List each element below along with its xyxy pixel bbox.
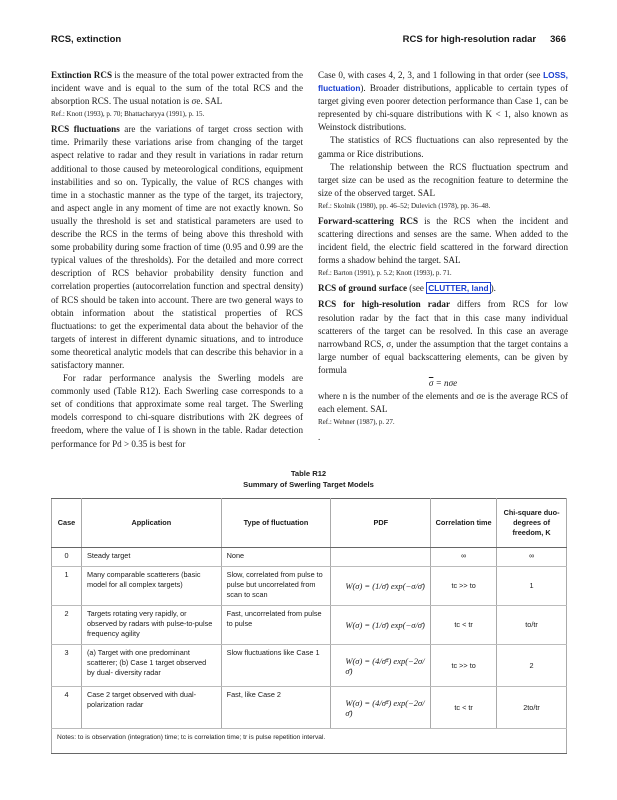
- forward-scattering-ref: Ref.: Barton (1991), p. 5.2; Knott (1993), p. 71.: [318, 269, 452, 278]
- table-row: [52, 567, 567, 606]
- cell-k: 1: [497, 567, 567, 606]
- formula-rhs: = nσe: [433, 377, 458, 388]
- header-correlation-time: Correlation time: [431, 499, 497, 548]
- cell-application: Steady target: [81, 548, 221, 567]
- table-notes-row: [52, 729, 567, 754]
- page-number: 366: [550, 34, 566, 45]
- cell-fluctuation: Slow fluctuations like Case 1: [221, 645, 331, 687]
- cell-pdf: W(σ) = (1/σ̄) exp(−σ/σ̄): [331, 606, 431, 645]
- cell-case: 2: [52, 606, 82, 645]
- loss-fluctuation-link[interactable]: LOSS, fluctuation: [318, 70, 568, 94]
- gamma-rice-paragraph: The statistics of RCS fluctuations can also represented by the gamma or Rice distributions.: [318, 135, 568, 159]
- cell-pdf: W(σ) = (4/σ̄²) exp(−2σ/σ̄): [331, 645, 431, 687]
- cell-fluctuation: Fast, uncorrelated from pulse to pulse: [221, 606, 331, 645]
- cell-case: 4: [52, 687, 82, 729]
- table-number: Table R12: [290, 469, 327, 478]
- high-resolution-text: differs from RCS for low resolution radar by the fact that in this case many individual scatterers of the target can be resolved. In this case an average narrowband RCS, σ, under the assumption that the target contains a large number of equal backscattering elements, can be given by formula: [318, 299, 569, 375]
- cell-application: (a) Target with one predominant scatterer; (b) Case 1 target observed by dual- diversity radar: [81, 645, 221, 687]
- cell-case: 0: [52, 548, 82, 567]
- cell-fluctuation: Slow, correlated from pulse to pulse but uncorrelated from scan to scan: [221, 567, 331, 606]
- cell-correlation: tc >> to: [431, 567, 497, 606]
- average-rcs-formula: [318, 377, 568, 390]
- extinction-rcs-paragraph: [51, 69, 303, 108]
- header-pdf: PDF: [331, 499, 431, 548]
- cell-correlation: tc >> to: [431, 645, 497, 687]
- swerling-models-table: [51, 498, 567, 754]
- ground-surface-text-a: (see: [407, 283, 427, 294]
- cell-correlation: ∞: [431, 548, 497, 567]
- header-right: [403, 34, 566, 45]
- cell-k: 2: [497, 645, 567, 687]
- cell-correlation: tc < tr: [431, 687, 497, 729]
- header-right-title: RCS for high-resolution radar: [402, 34, 537, 45]
- cell-case: 3: [52, 645, 82, 687]
- wehner-ref: Ref.: Wehner (1987), p. 27.: [318, 418, 395, 427]
- table-title: Summary of Swerling Target Models: [243, 480, 374, 489]
- cell-k: ∞: [497, 548, 567, 567]
- extinction-rcs-term: Extinction RCS: [51, 70, 112, 80]
- extinction-rcs-text: is the measure of the total power extracted from the incident wave and is equal to the sum of the total RCS and the absorption RCS. The usual notation is σe. SAL: [51, 70, 303, 107]
- ground-surface-term: RCS of ground surface: [318, 283, 408, 294]
- clutter-land-link[interactable]: CLUTTER, land: [428, 283, 489, 294]
- page-header: [51, 34, 566, 48]
- continuation-text-b: ). Broader distributions, applicable to certain types of target giving even poorer detection performance than Case 1, can be represented by chi-square distributions with K < 1, also known as Weinstock distributions.: [318, 83, 568, 133]
- cell-fluctuation: None: [221, 548, 331, 567]
- forward-scattering-paragraph: [318, 215, 568, 267]
- high-resolution-term: RCS for high-resolution radar: [318, 299, 451, 310]
- cell-k: 2to/tr: [497, 687, 567, 729]
- fluctuation-ref: Ref.: Skolnik (1980), pp. 46–52; Dulevich (1978), pp. 36–48.: [318, 201, 491, 210]
- header-application: Application: [81, 499, 221, 548]
- table-header-row: [52, 499, 567, 548]
- continuation-paragraph: [318, 69, 568, 134]
- cell-pdf: W(σ) = (1/σ̄) exp(−σ/σ̄): [331, 567, 431, 606]
- cell-pdf: W(σ) = (4/σ̄²) exp(−2σ/σ̄): [331, 687, 431, 729]
- left-column: [51, 69, 303, 451]
- extinction-ref: Ref.: Knott (1993), p. 70; Bhattacharyya (1991), p. 15.: [51, 110, 205, 119]
- cell-application: Case 2 target observed with dual-polarization radar: [81, 687, 221, 729]
- cell-application: Targets rotating very rapidly, or observed by radars with pulse-to-pulse frequency agility: [81, 606, 221, 645]
- cell-correlation: tc < tr: [431, 606, 497, 645]
- table-row: [52, 548, 567, 567]
- cell-application: Many comparable scatterers (basic model for all complex targets): [81, 567, 221, 606]
- cell-case: 1: [52, 567, 82, 606]
- continuation-text-a: Case 0, with cases 4, 2, 3, and 1 following in that order (see: [318, 70, 544, 80]
- forward-scattering-text: is the RCS when the incident and scattering directions and senses are the same. When added to the incident field, the electric field scattered in the forward direction forms a shadow behind the target. SAL: [318, 215, 568, 266]
- cell-pdf: [331, 548, 431, 567]
- high-resolution-paragraph: [318, 298, 568, 377]
- cell-k: to/tr: [497, 606, 567, 645]
- swerling-paragraph: For radar performance analysis the Swerling models are commonly used (Table R12). Each Swerling case corresponds to a set of conditions that approximate some real target. The Swerling models correspond to chi-square distributions with 2K degrees of freedom, where the value of I is shown in the table. Radar detection performance for Pd > 0.35 is best for: [51, 373, 303, 449]
- rcs-fluctuations-term: RCS fluctuations: [51, 124, 120, 135]
- forward-scattering-term: Forward-scattering RCS: [318, 215, 419, 226]
- spectrum-paragraph: The relationship between the RCS fluctuation spectrum and target size can be used as the recognition feature to determine the size of the observed target. SAL: [318, 161, 568, 198]
- table-row: [52, 645, 567, 687]
- table-caption: [51, 468, 566, 490]
- table-row: [52, 687, 567, 729]
- ground-surface-text-b: ).: [490, 283, 496, 294]
- right-column: [318, 69, 568, 444]
- table-row: [52, 606, 567, 645]
- header-left-title: RCS, extinction: [51, 34, 122, 45]
- header-chi-square: Chi-square duo-degrees of freedom, K: [497, 499, 567, 548]
- where-paragraph: where n is the number of the elements and σe is the average RCS of each element. SAL: [318, 391, 568, 415]
- cell-fluctuation: Fast, like Case 2: [221, 687, 331, 729]
- header-fluctuation: Type of fluctuation: [221, 499, 331, 548]
- formula-lhs: $\overline{\sigma}$: [428, 377, 434, 388]
- rcs-fluctuations-text: are the variations of target cross section with time. Primarily these variations arise from changing of the target aspect relative to radar and they result in variations in radar return additional to those caused by meteorological conditions, equipment instabilities and so on. Typically, the value of RCS changes with time in a stochastic manner as the type of the target, its trajectory, and aspect angle in any moment of time are not exactly known. So usually the threshold is set and statistical parameters are used to describe the RCS in the terms of being above this threshold with some probability during some fraction of time (0.95 and 0.99 are the typical values of the thresholds). For the detailed and more correct description of RCS behavior probability density function and correlation properties (autocorrelation function and spectral density) of RCS should be taken into account. There are two general ways to obtain information about the statistical properties of RCS fluctuations: to get the experimental data about the behavior of the targets of interest in different dynamic situations, and to introduce some theoretical analytic models that can describe this behavior in a satisfactory manner.: [51, 124, 303, 370]
- rcs-fluctuations-paragraph: [51, 123, 303, 372]
- header-case: Case: [52, 499, 82, 548]
- trailing-dot: .: [318, 432, 321, 443]
- table-notes: Notes: to is observation (integration) time; tc is correlation time; tr is pulse repetition interval.: [52, 729, 567, 754]
- ground-surface-paragraph: [318, 282, 568, 295]
